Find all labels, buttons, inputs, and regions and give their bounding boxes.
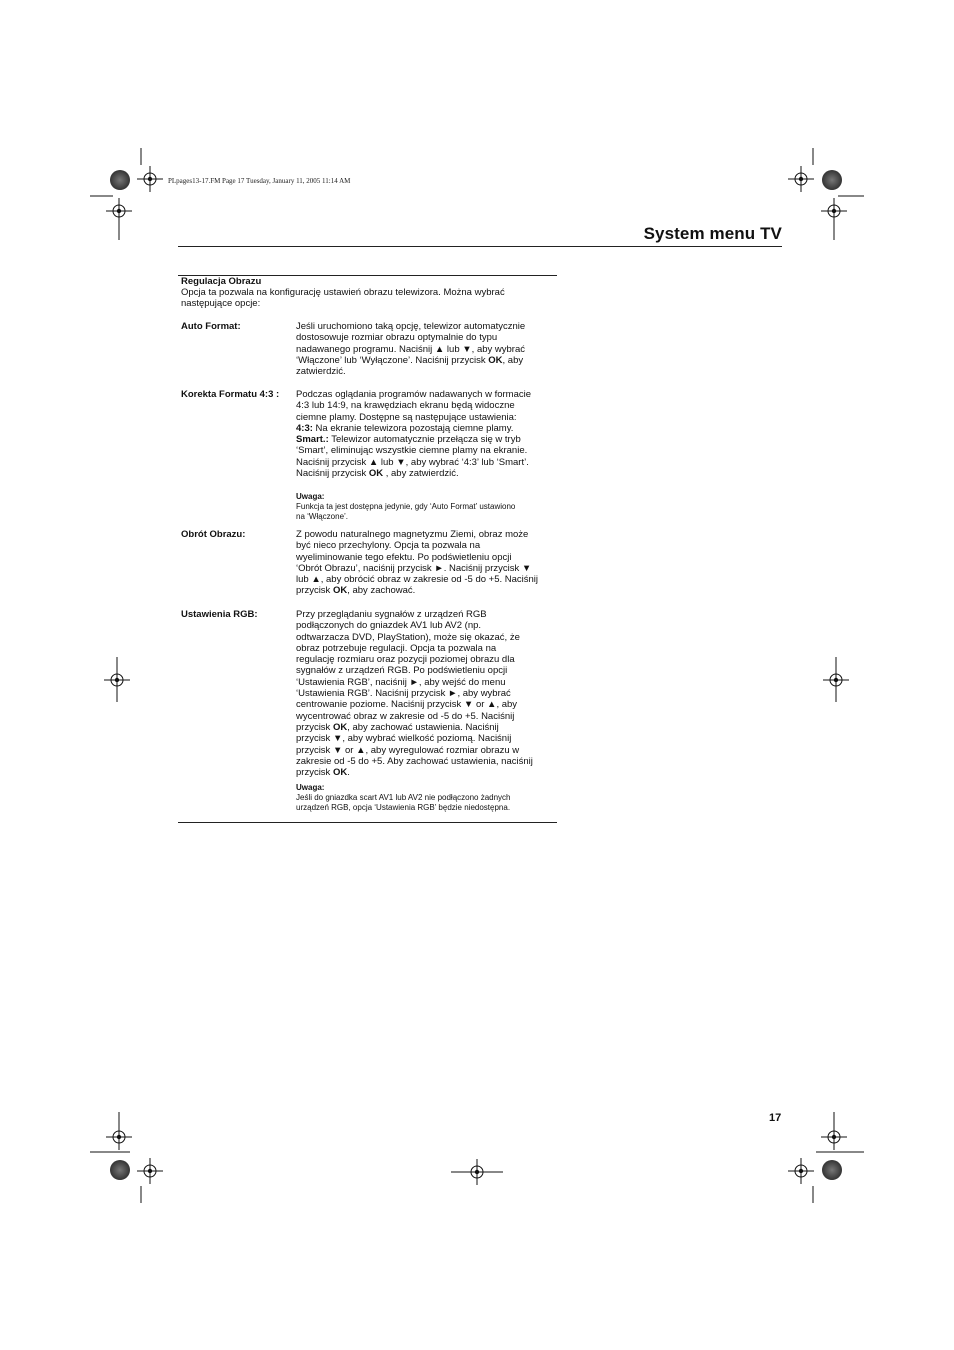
note-title: Uwaga:	[296, 492, 325, 502]
arrow-up-icon: ▲	[356, 744, 366, 756]
arrow-up-icon: ▲	[434, 343, 445, 355]
option-desc-korekta: Podczas oglądania programów nadawanych w formacie 4:3 lub 14:9, na krawędziach ekranu będą widoczne ciemne plamy. Dostępne są następujące ustawienia: 4:3: Na ekranie telewizora pozostają ciemne plamy. Smart.: Telewizor automatycznie przełącza się w tryb ‘Smart’, eliminując wszystkie ciemne plamy na ekranie. Naciśnij przycisk ▲ lub ▼, aby wybrać ‘4:3’ lub ‘Smart’. Naciśnij przycisk OK , aby zatwierdzić. Uwaga: Funkcja ta jest dostępna jedynie, gdy ‘Auto Format’ ustawiono na ‘Włączone’.	[296, 389, 556, 522]
registration-dot-icon	[822, 170, 842, 190]
arrow-down-icon: ▼	[396, 456, 406, 468]
arrow-up-icon: ▲	[368, 456, 379, 468]
registration-dot-icon	[110, 1160, 130, 1180]
option-label-auto-format: Auto Format:	[181, 321, 241, 332]
section-bottom-rule	[178, 822, 557, 823]
arrow-down-icon: ▼	[332, 733, 343, 745]
section-intro: Opcja ta pozwala na konfigurację ustawień obrazu telewizora. Można wybrać następujące opcje:	[181, 287, 505, 310]
arrow-right-icon: ►	[409, 676, 419, 688]
printer-note: PLpages13-17.FM Page 17 Tuesday, January 11, 2005 11:14 AM	[168, 177, 351, 185]
option-label-rgb: Ustawienia RGB:	[181, 609, 258, 620]
section-title: Regulacja Obrazu	[181, 276, 262, 287]
arrow-right-icon: ►	[434, 562, 444, 574]
page-number: 17	[769, 1112, 782, 1124]
arrow-down-icon: ▼	[332, 744, 343, 756]
registration-dot-icon	[822, 1160, 842, 1180]
header-rule	[178, 246, 782, 247]
option-desc-obrot: Z powodu naturalnego magnetyzmu Ziemi, obraz może być nieco przechylony. Opcja ta pozwala na wyeliminowanie tego efektu. Po podświetleniu opcji ‘Obrót Obrazu’, naciśnij przycisk ►. Naciśnij przycisk ▼ lub ▲, aby obrócić obraz w zakresie od -5 do +5. Naciśnij przycisk OK, aby zachować.	[296, 529, 539, 597]
option-label-korekta: Korekta Formatu 4:3 :	[181, 389, 280, 400]
note-title: Uwaga:	[296, 783, 325, 793]
arrow-down-icon: ▼	[521, 562, 532, 574]
page-title: System menu TV	[643, 224, 782, 243]
option-label-obrot: Obrót Obrazu:	[181, 529, 246, 540]
option-desc-auto-format: Jeśli uruchomiono taką opcję, telewizor automatycznie dostosowuje rozmiar obrazu optymalnie do typu nadawanego programu. Naciśnij ▲ lub ▼, aby wybrać ‘Włączone’ lub ‘Wyłączone’. Naciśnij przycisk OK, aby zatwierdzić.	[296, 321, 526, 378]
registration-dot-icon	[110, 170, 130, 190]
arrow-right-icon: ►	[448, 688, 458, 700]
arrow-down-icon: ▼	[462, 343, 472, 355]
arrow-up-icon: ▲	[311, 574, 321, 586]
arrow-up-icon: ▲	[487, 699, 497, 711]
option-desc-rgb: Przy przeglądaniu sygnałów z urządzeń RGB podłączonych do gniazdek AV1 lub AV2 (np. odtwarzacza DVD, PlayStation), może się okazać, że obraz potrzebuje regulacji. Opcja ta pozwala na regulację rozmiaru oraz pozycji poziomej obrazu dla sygnałów z urządzeń RGB. Po podświetleniu opcji ‘Ustawienia RGB’, naciśnij ►, aby wejść do menu ‘Ustawienia RGB’. Naciśnij przycisk ►, aby wybrać centrowanie poziome. Naciśnij przycisk ▼ or ▲, aby wycentrować obraz w zakresie od -5 do +5. Naciśnij przycisk OK, aby zachować ustawienia. Naciśnij przycisk ▼, aby wybrać wielkość poziomą. Naciśnij przycisk ▼ or ▲, aby wyregulować rozmiar obrazu w zakresie od -5 do +5. Aby zachować ustawienia, naciśnij przycisk OK. Uwaga: Jeśli do gniazdka scart AV1 lub AV2 nie podłączono żadnych urządzeń RGB, opcja ‘Ustawienia RGB’ będzie niedostępna.	[296, 609, 556, 813]
arrow-down-icon: ▼	[463, 699, 474, 711]
